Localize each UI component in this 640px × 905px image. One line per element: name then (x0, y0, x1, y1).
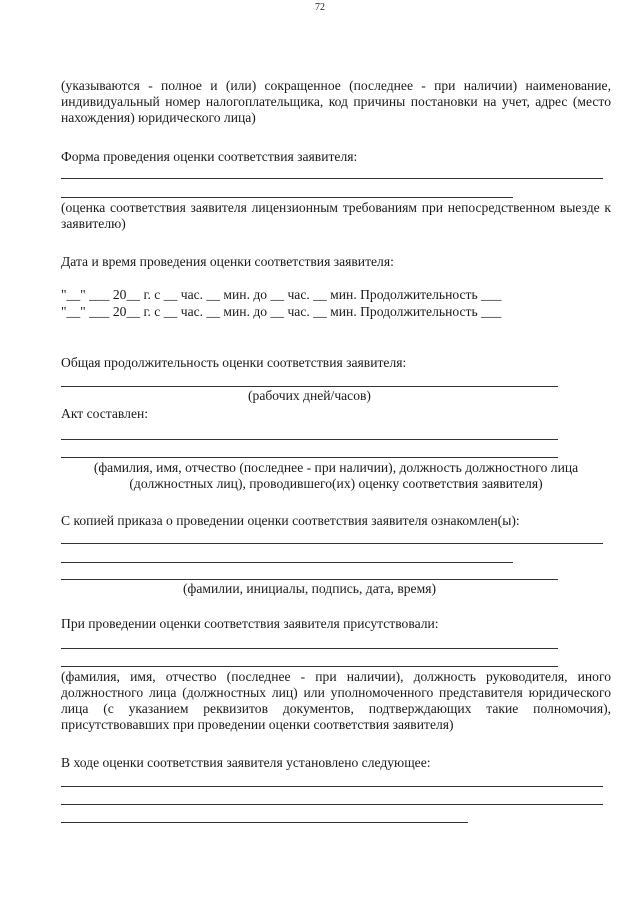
form-label: Форма проведения оценки соответствия заявителя: (61, 149, 358, 164)
form-fill-line-2[interactable] (61, 197, 513, 198)
total-duration-label: Общая продолжительность оценки соответствия заявителя: (61, 355, 407, 370)
legal-entity-note: (указываются - полное и (или) сокращенное (последнее - при наличии) наименование, индивидуальный номер налогоплательщика, код причины постановки на учет, адрес (место нахождения) юридического лица) (61, 78, 611, 125)
findings-fill-line-1[interactable] (61, 786, 603, 787)
total-duration-fill-line[interactable] (61, 386, 558, 387)
findings-fill-line-3[interactable] (61, 822, 468, 823)
present-label: При проведении оценки соответствия заявителя присутствовали: (61, 616, 439, 631)
form-note: (оценка соответствия заявителя лицензионным требованиям при непосредственном выезде к заявителю) (61, 200, 611, 231)
datetime-row: "__" ___ 20__ г. с __ час. __ мин. до __ час. __ мин. Продолжительность ___ (61, 287, 502, 302)
present-fill-line-1[interactable] (61, 648, 558, 649)
form-fill-line-1[interactable] (61, 178, 603, 179)
act-label: Акт составлен: (61, 406, 149, 421)
act-fill-line-1[interactable] (61, 439, 558, 440)
order-fill-line-3[interactable] (61, 579, 558, 580)
findings-label: В ходе оценки соответствия заявителя установлено следующее: (61, 755, 431, 770)
present-note: (фамилия, имя, отчество (последнее - при наличии), должность руководителя, иного должностного лица (должностных лиц) или уполномоченного представителя юридического лица (с указанием реквизитов документов, подтверждающих такие полномочия), присутствовавших при проведении оценки соответствия заявителя) (61, 669, 611, 732)
order-label: С копией приказа о проведении оценки соответствия заявителя ознакомлен(ы): (61, 513, 520, 528)
findings-fill-line-2[interactable] (61, 804, 603, 805)
order-note: (фамилии, инициалы, подпись, дата, время) (183, 581, 436, 596)
act-note: (фамилия, имя, отчество (последнее - при наличии), должность должностного лица (должностных лиц), проводившего(их) оценку соответствия заявителя) (93, 460, 579, 491)
order-fill-line-2[interactable] (61, 562, 513, 563)
page-number: 72 (315, 2, 325, 13)
total-duration-note: (рабочих дней/часов) (248, 388, 371, 403)
act-fill-line-2[interactable] (61, 457, 558, 458)
present-fill-line-2[interactable] (61, 666, 558, 667)
datetime-row: "__" ___ 20__ г. с __ час. __ мин. до __ час. __ мин. Продолжительность ___ (61, 304, 502, 319)
order-fill-line-1[interactable] (61, 543, 603, 544)
datetime-label: Дата и время проведения оценки соответствия заявителя: (61, 254, 394, 269)
